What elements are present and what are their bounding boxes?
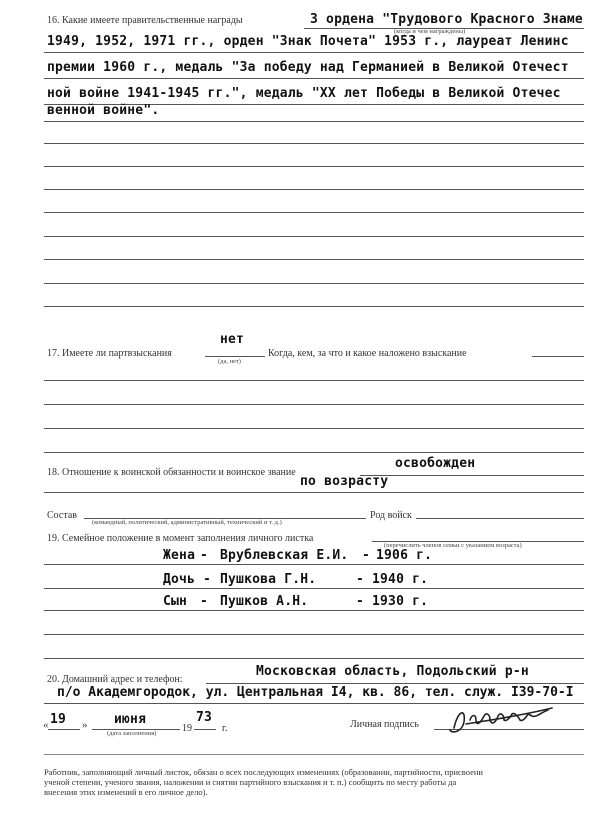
q20-address-line-1[interactable]: Московская область, Подольский р-н bbox=[256, 664, 529, 679]
dash-glyph: - bbox=[200, 594, 209, 609]
date-month[interactable]: июня bbox=[114, 712, 147, 727]
signature-label: Личная подпись bbox=[350, 719, 419, 730]
rule bbox=[44, 143, 584, 144]
rule bbox=[44, 78, 584, 79]
date-close-quote: » bbox=[82, 719, 88, 731]
q16-answer-line-4[interactable]: ной войне 1941-1945 гг.", медаль "ХХ лет Победы в Великой Отечес bbox=[47, 86, 561, 101]
q16-answer-line-2[interactable]: 1949, 1952, 1971 гг., орден "Знак Почета" 1953 г., лауреат Ленинс bbox=[47, 34, 569, 49]
family-relation[interactable]: Жена bbox=[163, 548, 196, 563]
q17-answer-line bbox=[205, 356, 265, 357]
rule bbox=[44, 121, 584, 122]
dash-glyph: - bbox=[203, 572, 212, 587]
q18-rod-label: Род войск bbox=[370, 510, 412, 521]
q18-label: 18. Отношение к воинской обязанности и воинское звание bbox=[47, 467, 296, 478]
family-name[interactable]: Пушков А.Н. bbox=[220, 594, 309, 609]
rule bbox=[44, 754, 584, 755]
q16-label: 16. Какие имеете правительственные награды bbox=[47, 15, 243, 26]
rule bbox=[44, 306, 584, 307]
q17-hint: (да, нет) bbox=[218, 358, 241, 365]
q19-hint: (перечислить членов семьи с указанием возраста) bbox=[384, 542, 522, 549]
rule bbox=[44, 634, 584, 635]
rule bbox=[360, 475, 584, 476]
date-year-unit: г. bbox=[222, 723, 228, 734]
q16-answer-line-5[interactable]: венной войне". bbox=[47, 103, 160, 118]
family-relation[interactable]: Сын bbox=[163, 594, 188, 609]
rule bbox=[194, 729, 216, 730]
dash-glyph: - bbox=[200, 548, 209, 563]
q18-answer-2[interactable]: по возрасту bbox=[300, 474, 389, 489]
footer-line-1: Работник, заполняющий личный листок, обязан о всех последующих изменениях (образовании, партийности, присвоени bbox=[44, 767, 483, 777]
q17-label: 17. Имеете ли партвзыскания bbox=[47, 348, 172, 359]
date-day[interactable]: 19 bbox=[50, 712, 67, 727]
rule bbox=[44, 588, 584, 589]
rule bbox=[532, 356, 584, 357]
rule bbox=[44, 452, 584, 453]
q16-answer-line-1[interactable]: 3 ордена "Трудового Красного Знаме bbox=[310, 12, 583, 27]
family-year[interactable]: 1930 г. bbox=[372, 594, 429, 609]
family-year[interactable]: 1940 г. bbox=[372, 572, 429, 587]
rule bbox=[44, 658, 584, 659]
q19-label: 19. Семейное положение в момент заполнения личного листка bbox=[47, 533, 314, 544]
rule bbox=[44, 492, 584, 493]
q20-address-line-2[interactable]: п/о Академгородок, ул. Центральная I4, кв. 86, тел. служ. I39-70-I bbox=[57, 685, 574, 700]
rule bbox=[44, 259, 584, 260]
dash-glyph: - bbox=[362, 548, 371, 563]
q17-label-2: Когда, кем, за что и какое наложено взыскание bbox=[268, 348, 467, 359]
family-year[interactable]: 1906 г. bbox=[376, 548, 433, 563]
rule bbox=[44, 610, 584, 611]
family-relation[interactable]: Дочь bbox=[163, 572, 196, 587]
rule bbox=[44, 404, 584, 405]
q20-label: 20. Домашний адрес и телефон: bbox=[47, 674, 183, 685]
q18-sostav-label: Состав bbox=[47, 510, 78, 521]
rule bbox=[44, 189, 584, 190]
q18-sostav-hint: (командный, политический, административный, технический и т. д.) bbox=[92, 519, 282, 526]
rule bbox=[44, 52, 584, 53]
footer-line-2: ученой степени, ученого звания, наложении и снятии партийного взыскания и т. п.) сообщить по месту работы да bbox=[44, 777, 457, 787]
q18-answer-1[interactable]: освобожден bbox=[395, 456, 476, 471]
q16-hint: (когда и чем награждены) bbox=[394, 28, 466, 35]
rule bbox=[48, 729, 80, 730]
dash-glyph: - bbox=[356, 594, 365, 609]
family-name[interactable]: Врублевская Е.И. bbox=[220, 548, 349, 563]
footer-line-3: внесения этих изменений в его личное дело). bbox=[44, 787, 208, 797]
q17-answer[interactable]: нет bbox=[220, 332, 245, 347]
date-open-quote: « bbox=[43, 719, 49, 731]
q18-rod-line bbox=[416, 518, 584, 519]
rule bbox=[206, 683, 584, 684]
rule bbox=[44, 236, 584, 237]
date-hint: (дата заполнения) bbox=[107, 730, 157, 737]
rule bbox=[44, 283, 584, 284]
date-year-suffix[interactable]: 73 bbox=[196, 710, 213, 725]
date-year-prefix: 19 bbox=[182, 723, 192, 734]
rule bbox=[44, 564, 584, 565]
q16-answer-line-3[interactable]: премии 1960 г., медаль "За победу над Германией в Великой Отечест bbox=[47, 60, 569, 75]
rule bbox=[44, 380, 584, 381]
rule bbox=[44, 212, 584, 213]
rule bbox=[44, 428, 584, 429]
family-name[interactable]: Пушкова Г.Н. bbox=[220, 572, 317, 587]
rule bbox=[44, 166, 584, 167]
dash-glyph: - bbox=[356, 572, 365, 587]
handwritten-signature[interactable] bbox=[440, 700, 580, 738]
